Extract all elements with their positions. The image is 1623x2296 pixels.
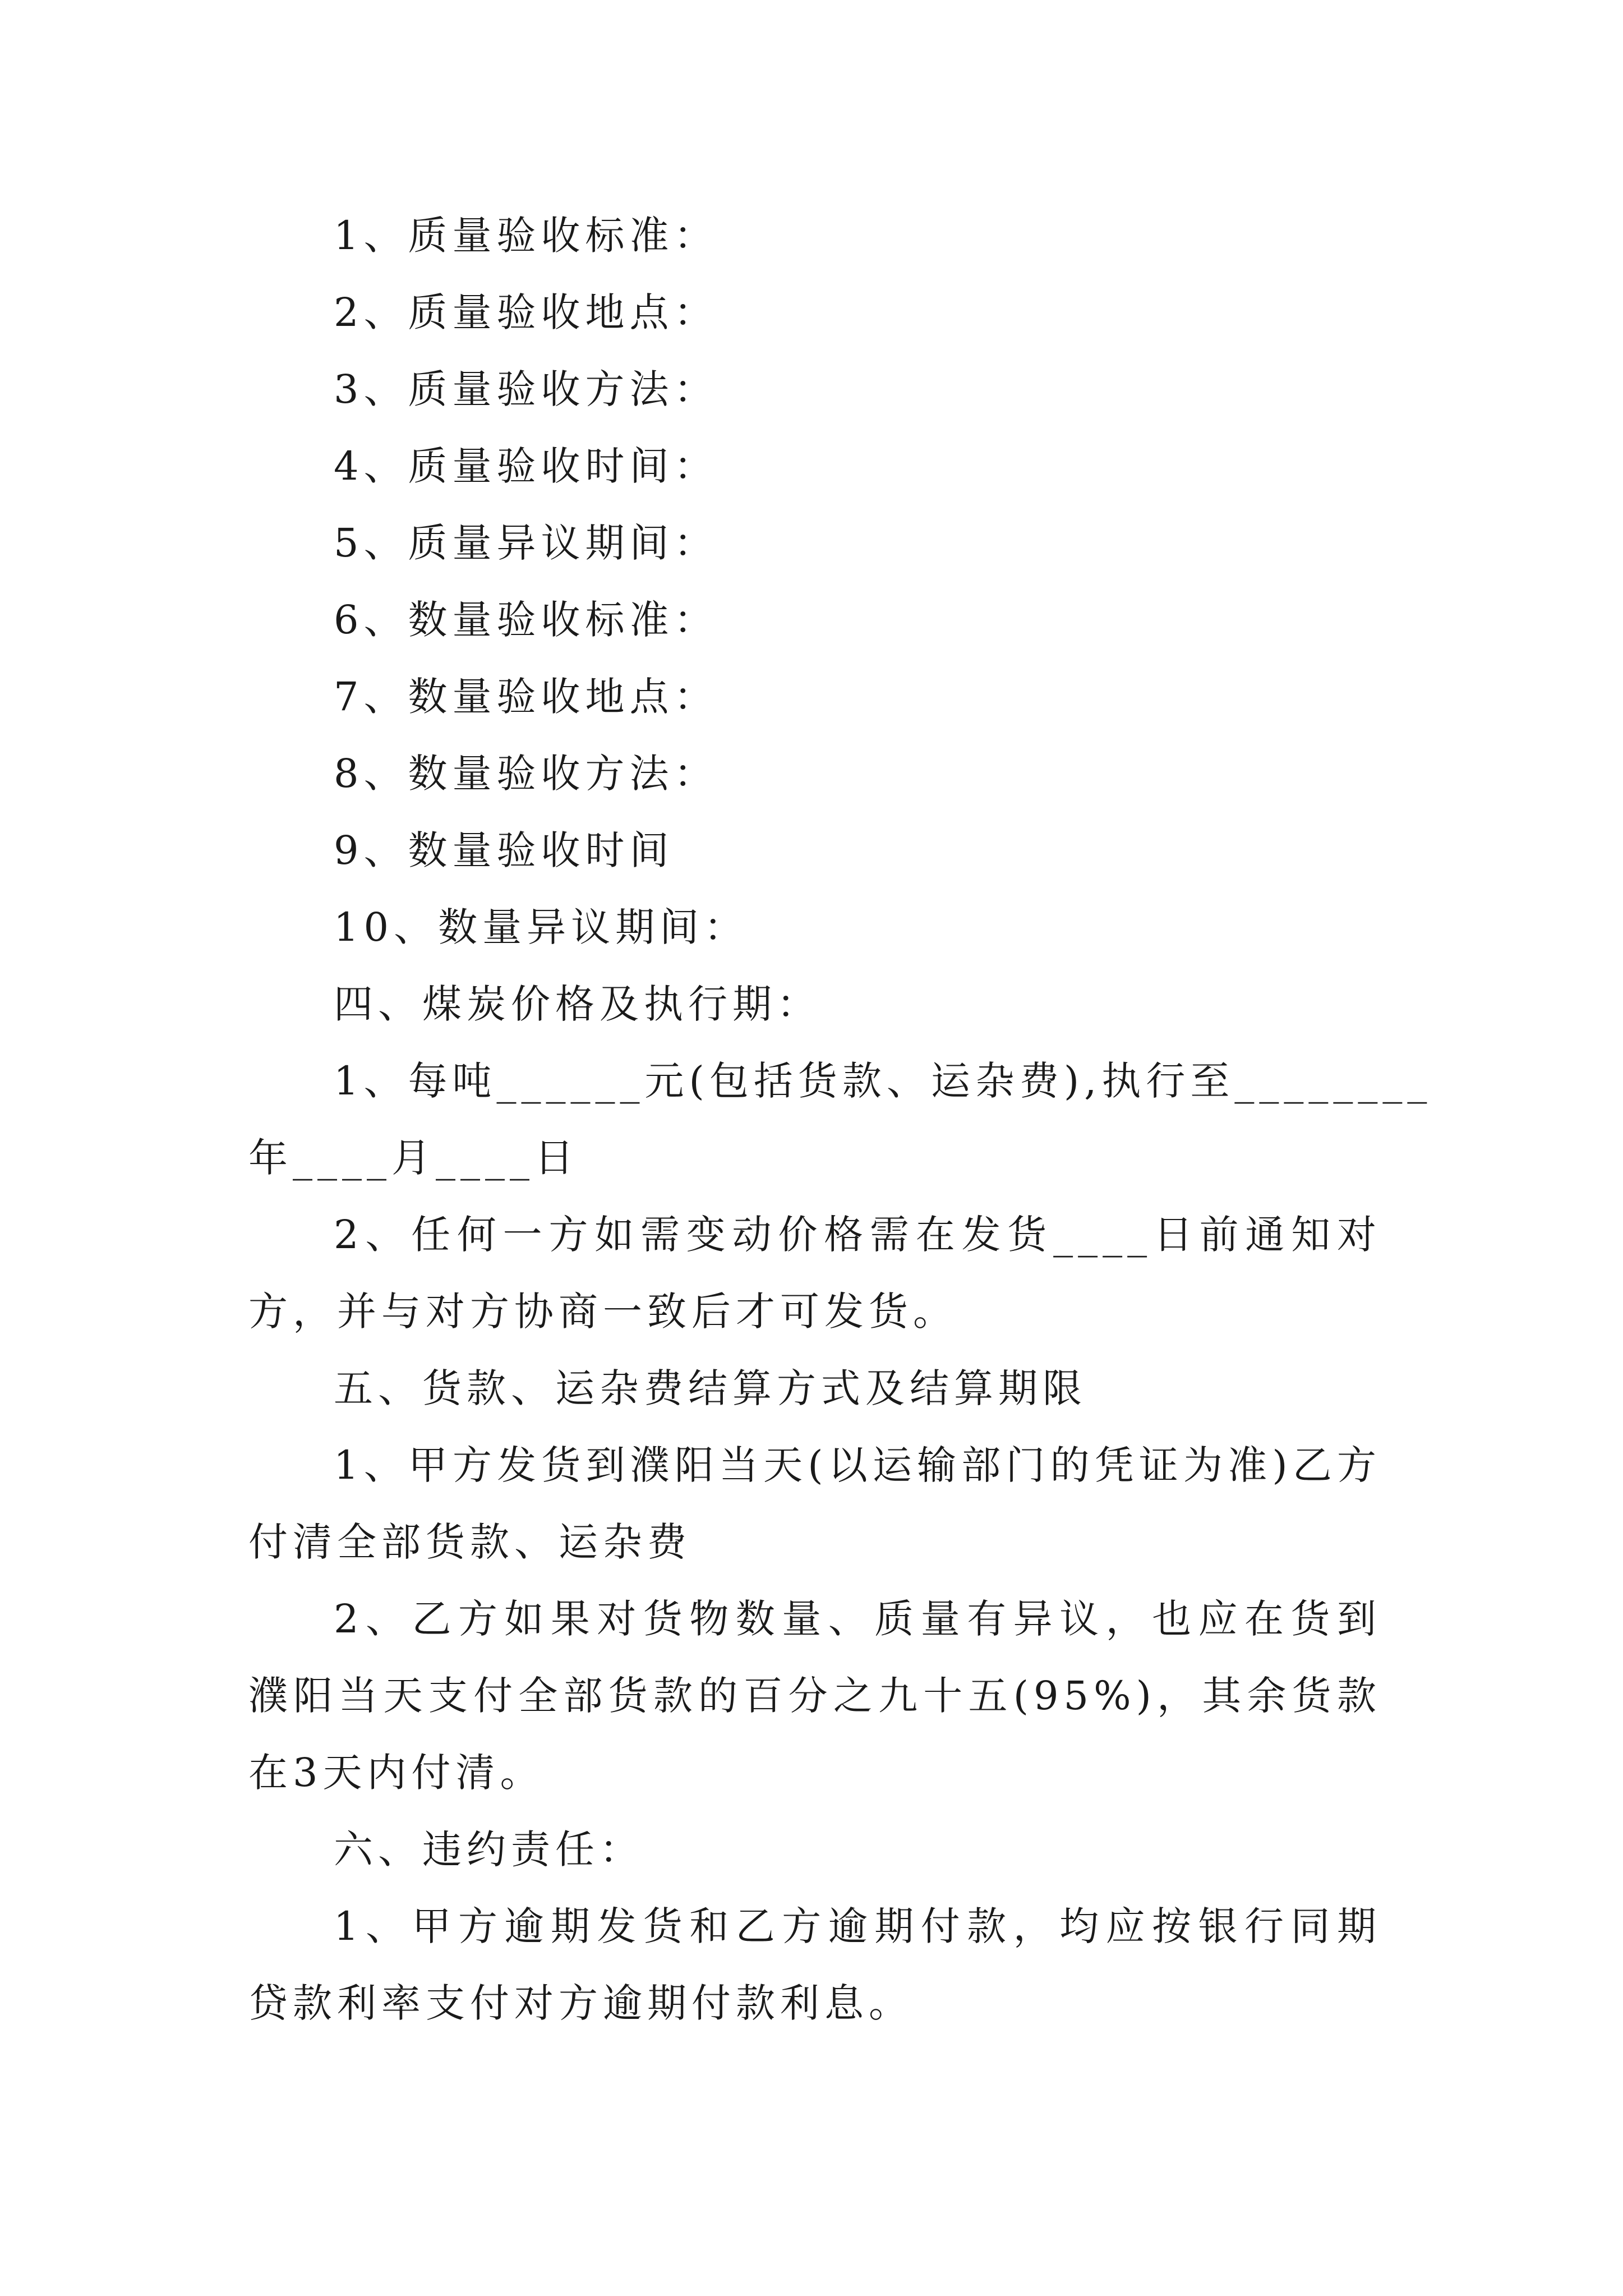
section-5-item-2: 2、乙方如果对货物数量、质量有异议，也应在货到濮阳当天支付全部货款的百分之九十五(95%)，其余货款在3天内付清。 [248, 1596, 1381, 1796]
section-5-heading: 五、货款、运杂费结算方式及结算期限 [334, 1365, 1087, 1411]
quantity-item-10: 10、数量异议期间： [334, 904, 749, 950]
quantity-item-7: 7、数量验收地点： [334, 674, 718, 720]
quantity-item-9: 9、数量验收时间 [334, 827, 674, 873]
quality-item-2: 2、质量验收地点： [334, 289, 718, 335]
section-5-item-1: 1、甲方发货到濮阳当天(以运输部门的凭证为准)乙方付清全部货款、运杂费 [248, 1442, 1381, 1565]
quantity-item-8: 8、数量验收方法： [334, 751, 718, 797]
section-6-heading: 六、违约责任： [334, 1826, 644, 1872]
section-4-heading: 四、煤炭价格及执行期： [334, 981, 821, 1027]
quantity-item-6: 6、数量验收标准： [334, 597, 718, 643]
section-4-item-1-line-1: 1、每吨______元(包括货款、运杂费),执行至________ [334, 1058, 1432, 1104]
quality-item-3: 3、质量验收方法： [334, 366, 718, 412]
section-6-item-1: 1、甲方逾期发货和乙方逾期付款，均应按银行同期贷款利率支付对方逾期付款利息。 [248, 1903, 1381, 2026]
section-4-item-2: 2、任何一方如需变动价格需在发货____日前通知对方，并与对方协商一致后才可发货。 [248, 1212, 1381, 1335]
quality-item-4: 4、质量验收时间： [334, 443, 718, 489]
document-body [248, 197, 1432, 2042]
quality-item-5: 5、质量异议期间： [334, 520, 718, 566]
section-4-item-1-line-2: 年____月____日 [248, 1135, 579, 1181]
quality-item-1: 1、质量验收标准： [334, 213, 718, 259]
